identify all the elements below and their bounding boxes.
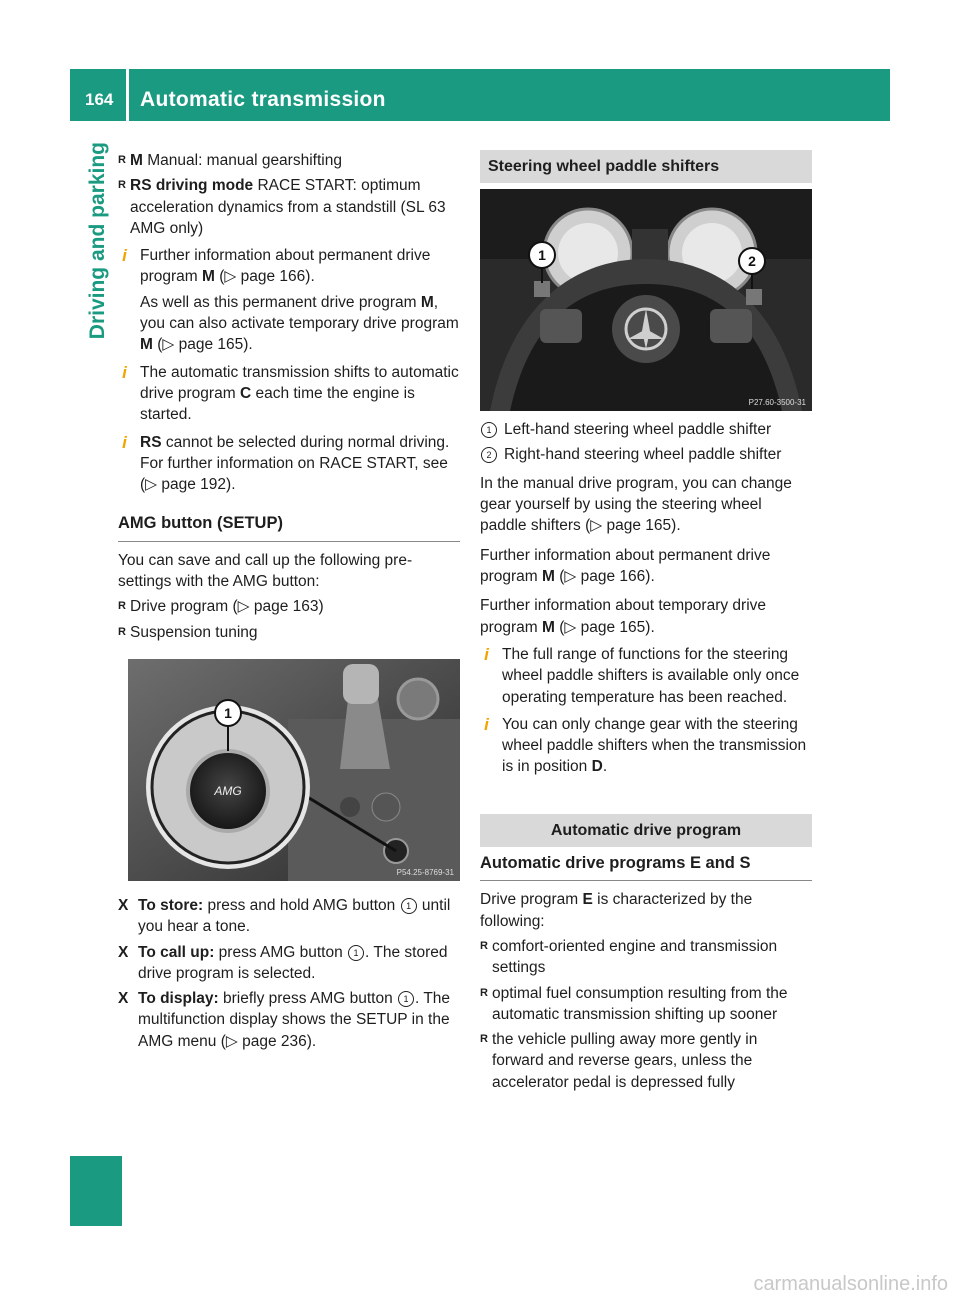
list-item: R Suspension tuning (118, 622, 460, 643)
bullet-icon: R (118, 154, 126, 166)
step-item: X To display: briefly press AMG button 1 . The multifunction display shows the SETUP in the AMG menu (▷ page 236). (118, 990, 451, 1050)
callout-icon: 2 (481, 447, 497, 463)
section-subheading: AMG button (SETUP) (118, 513, 460, 541)
left-column (118, 150, 460, 1056)
svg-text:1: 1 (538, 247, 546, 264)
svg-text:AMG: AMG (214, 783, 242, 798)
info-text: As well as this permanent drive program M, you can also activate temporary drive program M (▷ page 165). (140, 293, 459, 354)
legend-item: 2 Right-hand steering wheel paddle shifter (480, 444, 812, 465)
section-heading: Automatic drive program (480, 814, 812, 847)
info-note (480, 714, 812, 778)
list-item (118, 150, 460, 171)
svg-text:2: 2 (748, 253, 756, 270)
center-console-illustration (128, 659, 460, 881)
info-note (118, 245, 460, 355)
bullet-icon: R (480, 986, 488, 999)
bullet-icon: R (118, 625, 126, 638)
info-icon: i (484, 644, 489, 664)
step-item: X To call up: press AMG button 1 . The stored drive program is selected. (118, 943, 448, 982)
paragraph: In the manual drive program, you can change gear yourself by using the steering wheel paddle shifters (▷ page 165). (480, 474, 792, 535)
steering-wheel-photo (480, 189, 812, 411)
paragraph: Further information about temporary drive program M (▷ page 165). (480, 597, 767, 636)
bullet-icon: R (118, 179, 126, 192)
right-column (480, 150, 812, 1097)
bullet-term: RS driving mode (130, 177, 254, 195)
bullet-text: RACE START: optimum acceleration dynamics from a standstill (SL 63 AMG only) (130, 177, 446, 237)
paragraph: You can save and call up the following pre-settings with the AMG button: (118, 551, 413, 591)
step-marker-icon: X (118, 896, 129, 914)
svg-text:P27.60-3500-31: P27.60-3500-31 (748, 398, 806, 408)
info-text: RS cannot be selected during normal driving. For further information on RACE START, see (▷ page 192). (140, 433, 450, 494)
list-item: R optimal fuel consumption resulting from the automatic transmission shifting up sooner (480, 984, 788, 1023)
info-icon: i (484, 714, 489, 734)
bullet-icon: R (118, 600, 126, 613)
step-marker-icon: X (118, 990, 129, 1008)
side-tab-block (70, 1156, 122, 1226)
info-text: Further information about permanent drive program M (▷ page 166). (140, 247, 431, 286)
list-item (118, 175, 460, 239)
callout-icon: 1 (401, 898, 417, 914)
callout-icon: 1 (481, 422, 497, 438)
svg-text:P54.25-8769-31: P54.25-8769-31 (396, 867, 454, 877)
section-heading: Steering wheel paddle shifters (480, 150, 812, 183)
info-text: You can only change gear with the steering wheel paddle shifters when the transmission is in position D. (502, 715, 807, 776)
steering-wheel-illustration (480, 189, 812, 411)
info-note (118, 432, 460, 496)
info-note (118, 362, 460, 426)
info-icon: i (122, 246, 127, 266)
step-item: X To store: press and hold AMG button 1 until you hear a tone. (118, 896, 451, 936)
page-title: Automatic transmission (140, 88, 386, 111)
paragraph: Drive program E is characterized by the following: (480, 891, 753, 930)
side-section-label: Driving and parking (86, 142, 109, 340)
list-item: R Drive program (▷ page 163) (118, 596, 460, 617)
bullet-term: M (130, 152, 143, 169)
svg-text:1: 1 (224, 704, 232, 721)
info-icon: i (122, 432, 127, 452)
bullet-icon: R (480, 939, 488, 952)
paragraph: Further information about permanent drive program M (▷ page 166). (480, 546, 771, 586)
info-note (480, 644, 812, 708)
info-icon: i (122, 362, 127, 382)
list-item: R comfort-oriented engine and transmission settings (480, 937, 778, 977)
step-marker-icon: X (118, 943, 129, 961)
callout-icon: 1 (398, 991, 414, 1007)
watermark: carmanualsonline.info (753, 1273, 948, 1295)
legend-item: 1 Left-hand steering wheel paddle shifter (480, 419, 812, 440)
amg-button-photo (128, 659, 460, 881)
list-item: R the vehicle pulling away more gently in forward and reverse gears, unless the accelerator pedal is depressed fully (480, 1031, 758, 1091)
info-text: The full range of functions for the steering wheel paddle shifters is available only once operating temperature has been reached. (502, 645, 800, 706)
bullet-text: Manual: manual gearshifting (142, 152, 342, 169)
bullet-icon: R (480, 1033, 488, 1046)
section-subheading: Automatic drive programs E and S (480, 853, 812, 881)
callout-icon: 1 (348, 945, 364, 961)
page-number: 164 (85, 90, 114, 109)
header-divider (126, 69, 129, 121)
info-text: The automatic transmission shifts to automatic drive program C each time the engine is started. (140, 363, 459, 424)
